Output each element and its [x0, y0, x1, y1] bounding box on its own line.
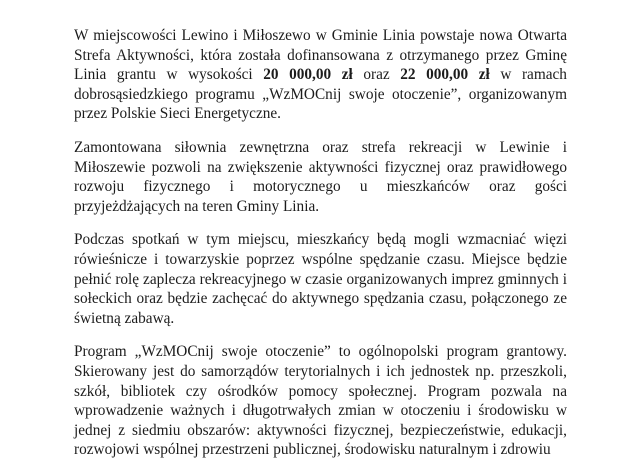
document-body [74, 26, 567, 474]
paragraph-3: Podczas spotkań w tym miejscu, mieszkańcy będą mogli wzmacniać więzi rówieśnicze i towarzyskie poprzez wspólne spędzanie czasu. Miejsce będzie pełnić rolę zaplecza rekreacyjnego w czasie organizowanych imprez gminnych i sołeckich oraz będzie zachęcać do aktywnego spędzania czasu, połączonego ze świetną zabawą. [74, 231, 567, 327]
grant-amount-2: 22 000,00 zł [400, 66, 490, 84]
paragraph-4: Program „WzMOCnij swoje otoczenie” to ogólnopolski program grantowy. Skierowany jest do samorządów terytorialnych i ich jednostek np. przeszkoli, szkół, bibliotek czy ośrodków pomocy społecznej. Program pozwala na wprowadzenie ważnych i długotrwałych zmian w otoczeniu i środowisku w jednej z siedmiu obszarów: aktywności fizycznej, bezpieczeństwie, edukacji, rozwojowi wspólnej przestrzeni publicznej, środowisku naturalnym i zdrowiu [74, 343, 567, 459]
paragraph-2: Zamontowana siłownia zewnętrzna oraz strefa rekreacji w Lewinie i Miłoszewie pozwoli na zwiększenie aktywności fizycznej oraz prawidłowego rozwoju fizycznego i motorycznego u mieszkańców oraz gości przyjeżdżających na teren Gminy Linia. [74, 138, 567, 215]
paragraph-1-text-b: oraz [352, 66, 401, 84]
paragraph-1-text-c: w ramach dobrosąsiedzkiego programu „WzMOCnij swoje otoczenie”, organizowanym przez Polskie Sieci Energetyczne. [74, 66, 567, 123]
paragraph-1 [74, 26, 567, 124]
grant-amount-1: 20 000,00 zł [263, 66, 353, 84]
paragraph-1-text-a: W miejscowości Lewino i Miłoszewo w Gminie Linia powstaje nowa Otwarta Strefa Aktywności, która została dofinansowana z otrzymanego przez Gminę Linia grantu w wysokości [74, 27, 567, 84]
